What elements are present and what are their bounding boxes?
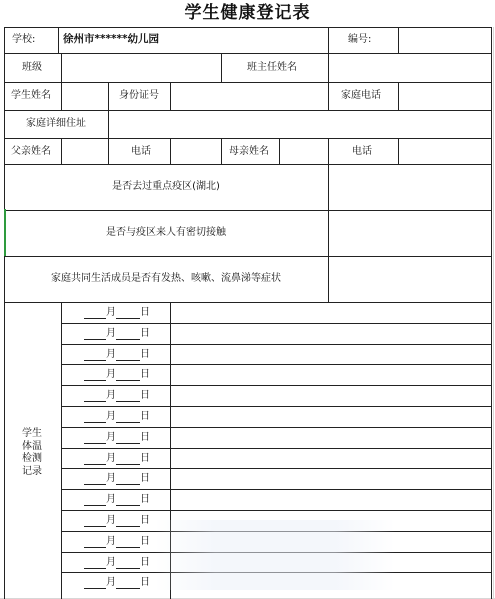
temperature-value-cell[interactable] [172, 325, 488, 342]
label-line: 学生 [22, 428, 42, 439]
page-title: 学生健康登记表 [184, 3, 311, 23]
temperature-date-cell[interactable] [62, 302, 170, 323]
day-char: 日 [140, 515, 150, 526]
table-line [108, 82, 109, 110]
month-blank[interactable] [84, 411, 106, 423]
id-card-field[interactable] [172, 85, 326, 108]
table-line [4, 256, 492, 257]
table-border [491, 27, 492, 599]
temperature-date-cell[interactable] [62, 510, 170, 531]
month-char: 月 [106, 328, 116, 339]
head-teacher-label: 班主任姓名 [247, 62, 297, 73]
day-char: 日 [140, 411, 150, 422]
table-border [4, 27, 5, 599]
question-family-symptoms: 家庭共同生活成员是否有发热、咳嗽、流鼻涕等症状 [51, 273, 281, 284]
temperature-date-cell[interactable] [62, 344, 170, 365]
temperature-value-cell[interactable] [172, 429, 488, 446]
month-blank[interactable] [84, 328, 106, 340]
day-char: 日 [140, 577, 150, 588]
month-char: 月 [106, 411, 116, 422]
address-field[interactable] [110, 113, 488, 136]
label-line: 记录 [22, 465, 42, 477]
temperature-date-cell[interactable] [62, 323, 170, 344]
day-char: 日 [140, 328, 150, 339]
day-blank[interactable] [116, 369, 140, 381]
temperature-value-cell[interactable] [172, 470, 488, 487]
month-char: 月 [106, 390, 116, 401]
month-char: 月 [106, 453, 116, 464]
day-char: 日 [140, 390, 150, 401]
table-line [328, 27, 329, 53]
day-blank[interactable] [116, 515, 140, 527]
table-line [4, 164, 492, 165]
table-line [61, 82, 62, 110]
sheet-gridline [493, 27, 494, 599]
month-char: 月 [106, 536, 116, 547]
day-blank[interactable] [116, 494, 140, 506]
day-blank[interactable] [116, 473, 140, 485]
day-char: 日 [140, 494, 150, 505]
mother-phone-label: 电话 [352, 146, 372, 157]
day-char: 日 [140, 369, 150, 380]
answer-close-contact[interactable] [331, 214, 489, 254]
number-field[interactable] [400, 30, 488, 52]
class-label: 班级 [22, 62, 42, 73]
month-blank[interactable] [84, 536, 106, 548]
month-blank[interactable] [84, 494, 106, 506]
month-blank[interactable] [84, 390, 106, 402]
mother-name-field[interactable] [281, 141, 326, 162]
temperature-date-cell[interactable] [62, 427, 170, 448]
day-char: 日 [140, 307, 150, 318]
day-blank[interactable] [116, 577, 140, 589]
table-line [4, 110, 492, 111]
temperature-value-cell[interactable] [172, 387, 488, 404]
watermark-blur [155, 520, 395, 590]
table-line [4, 53, 492, 54]
temperature-date-cell[interactable] [62, 552, 170, 573]
day-char: 日 [140, 453, 150, 464]
question-epidemic-area: 是否去过重点疫区(湖北) [112, 181, 220, 192]
address-label: 家庭详细住址 [26, 118, 86, 129]
temperature-date-cell[interactable] [62, 572, 170, 593]
temperature-date-cell[interactable] [62, 448, 170, 469]
month-blank[interactable] [84, 432, 106, 444]
month-blank[interactable] [84, 349, 106, 361]
temperature-value-cell[interactable] [172, 491, 488, 508]
temperature-date-cell[interactable] [62, 468, 170, 489]
table-line [328, 82, 329, 110]
table-line [4, 138, 492, 139]
label-line: 检测 [22, 453, 42, 464]
table-line [61, 53, 62, 82]
day-char: 日 [140, 473, 150, 484]
month-blank[interactable] [84, 473, 106, 485]
id-card-label: 身份证号 [119, 90, 159, 101]
head-teacher-field[interactable] [331, 56, 489, 80]
day-blank[interactable] [116, 432, 140, 444]
table-border [4, 27, 492, 28]
day-char: 日 [140, 557, 150, 568]
class-field[interactable] [63, 56, 218, 80]
day-char: 日 [140, 432, 150, 443]
table-line [279, 138, 280, 164]
temperature-date-cell[interactable] [62, 489, 170, 510]
school-value[interactable]: 徐州市******幼儿园 [63, 33, 159, 45]
month-blank[interactable] [84, 577, 106, 589]
table-line [4, 82, 492, 83]
table-line [4, 210, 492, 211]
student-name-label: 学生姓名 [11, 90, 51, 101]
month-blank[interactable] [84, 557, 106, 569]
table-line [221, 53, 222, 82]
temperature-date-cell[interactable] [62, 406, 170, 427]
table-line [108, 138, 109, 164]
month-blank[interactable] [84, 453, 106, 465]
number-label: 编号: [348, 34, 372, 45]
question-close-contact: 是否与疫区来人有密切接触 [106, 227, 226, 238]
month-char: 月 [106, 515, 116, 526]
month-blank[interactable] [84, 369, 106, 381]
table-line [170, 138, 171, 164]
table-line [328, 164, 329, 302]
day-blank[interactable] [116, 390, 140, 402]
month-blank[interactable] [84, 515, 106, 527]
answer-family-symptoms[interactable] [331, 260, 489, 300]
father-phone-label: 电话 [131, 146, 151, 157]
month-char: 月 [106, 432, 116, 443]
temperature-value-cell[interactable] [172, 366, 488, 383]
student-name-field[interactable] [63, 85, 106, 108]
day-char: 日 [140, 536, 150, 547]
day-blank[interactable] [116, 557, 140, 569]
table-line [170, 82, 171, 110]
temperature-date-cell[interactable] [62, 364, 170, 385]
answer-epidemic-area[interactable] [331, 168, 489, 208]
father-phone-field[interactable] [172, 141, 219, 162]
month-char: 月 [106, 349, 116, 360]
label-line: 体温 [22, 440, 42, 452]
table-line [328, 138, 329, 164]
temperature-value-cell[interactable] [172, 408, 488, 425]
month-char: 月 [106, 369, 116, 380]
month-char: 月 [106, 577, 116, 588]
day-blank[interactable] [116, 453, 140, 465]
month-blank[interactable] [84, 307, 106, 319]
day-blank[interactable] [116, 307, 140, 319]
day-blank[interactable] [116, 411, 140, 423]
day-blank[interactable] [116, 349, 140, 361]
mother-phone-field[interactable] [400, 141, 488, 162]
home-phone-field[interactable] [400, 85, 488, 108]
temperature-value-cell[interactable] [172, 304, 488, 321]
home-phone-label: 家庭电话 [341, 90, 381, 101]
table-line [58, 27, 59, 53]
month-char: 月 [106, 307, 116, 318]
mother-name-label: 母亲姓名 [229, 146, 269, 157]
temperature-date-cell[interactable] [62, 531, 170, 552]
father-name-label: 父亲姓名 [11, 146, 51, 157]
month-char: 月 [106, 494, 116, 505]
month-char: 月 [106, 557, 116, 568]
month-char: 月 [106, 473, 116, 484]
day-blank[interactable] [116, 328, 140, 340]
day-blank[interactable] [116, 536, 140, 548]
father-name-field[interactable] [63, 141, 106, 162]
temperature-date-cell[interactable] [62, 385, 170, 406]
temperature-record-label [4, 428, 60, 478]
temperature-value-cell[interactable] [172, 346, 488, 363]
school-label: 学校: [12, 34, 36, 45]
day-char: 日 [140, 349, 150, 360]
table-line [398, 138, 399, 164]
table-line [398, 27, 399, 53]
table-line [61, 138, 62, 164]
table-line [108, 110, 109, 138]
table-line [221, 138, 222, 164]
table-line [328, 53, 329, 82]
temperature-value-cell[interactable] [172, 450, 488, 467]
table-line [398, 82, 399, 110]
